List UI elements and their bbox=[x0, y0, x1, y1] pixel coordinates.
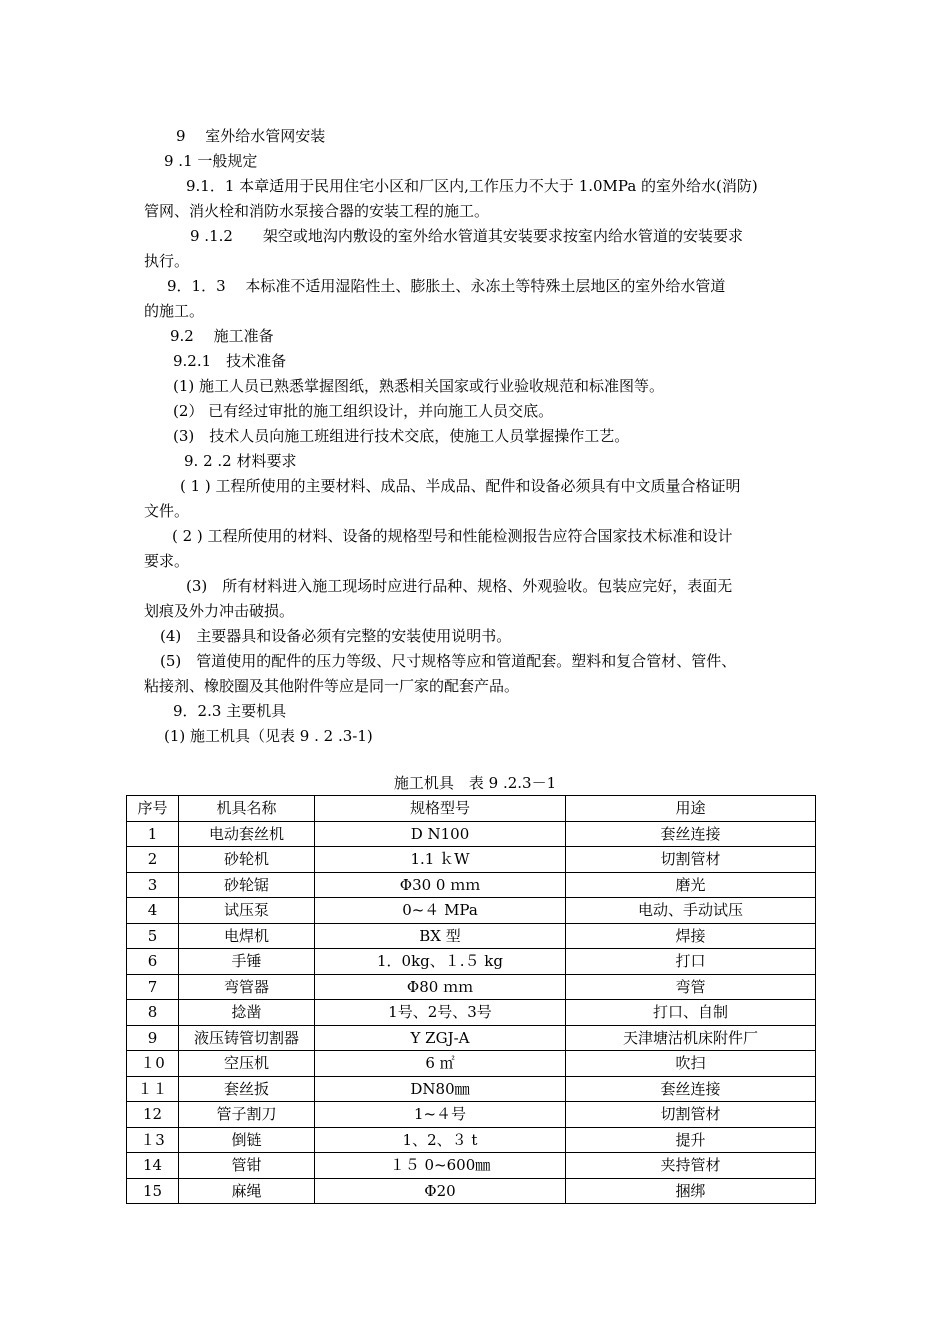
subsection-heading: 9. 2 .2 材料要求 bbox=[184, 452, 297, 470]
table-row bbox=[127, 949, 816, 975]
list-item: (3) 所有材料进入施工现场时应进行品种、规格、外观验收。包装应完好，表面无 bbox=[186, 577, 733, 595]
cell-index: 3 bbox=[127, 872, 179, 898]
cell-spec: 6 ㎡ bbox=[315, 1051, 566, 1077]
list-item: (5) 管道使用的配件的压力等级、尺寸规格等应和管道配套。塑料和复合管材、管件、 bbox=[160, 652, 737, 670]
cell-usage: 夹持管材 bbox=[566, 1153, 816, 1179]
cell-spec: 1.1 ｋW bbox=[315, 847, 566, 873]
list-item: ( 1 ) 工程所使用的主要材料、成品、半成品、配件和设备必须具有中文质量合格证明 bbox=[180, 477, 741, 495]
list-item: (1) 施工人员已熟悉掌握图纸，熟悉相关国家或行业验收规范和标准图等。 bbox=[173, 377, 665, 395]
subsection-heading: 9.2 施工准备 bbox=[170, 327, 274, 345]
cell-spec: 1号、2号、3号 bbox=[315, 1000, 566, 1026]
cell-usage: 套丝连接 bbox=[566, 821, 816, 847]
cell-spec: D N100 bbox=[315, 821, 566, 847]
cell-usage: 打口、自制 bbox=[566, 1000, 816, 1026]
cell-index: 5 bbox=[127, 923, 179, 949]
cell-usage: 磨光 bbox=[566, 872, 816, 898]
table-row bbox=[127, 1127, 816, 1153]
table-row bbox=[127, 872, 816, 898]
column-header-spec: 规格型号 bbox=[315, 796, 566, 822]
cell-index: 15 bbox=[127, 1178, 179, 1204]
cell-usage: 弯管 bbox=[566, 974, 816, 1000]
list-item: (3) 技术人员向施工班组进行技术交底，使施工人员掌握操作工艺。 bbox=[173, 427, 630, 445]
list-item: (2） 已有经过审批的施工组织设计，并向施工人员交底。 bbox=[173, 402, 554, 420]
cell-usage: 电动、手动试压 bbox=[566, 898, 816, 924]
cell-spec: 1、2、３ t bbox=[315, 1127, 566, 1153]
cell-name: 空压机 bbox=[179, 1051, 315, 1077]
paragraph-line: 文件。 bbox=[144, 502, 190, 520]
table-row bbox=[127, 1178, 816, 1204]
paragraph-line: 9 .1.2 架空或地沟内敷设的室外给水管道其安装要求按室内给水管道的安装要求 bbox=[190, 227, 743, 245]
cell-name: 液压铸管切割器 bbox=[179, 1025, 315, 1051]
cell-name: 套丝扳 bbox=[179, 1076, 315, 1102]
cell-index: 7 bbox=[127, 974, 179, 1000]
cell-spec: 0~４ MPa bbox=[315, 898, 566, 924]
cell-spec: BX 型 bbox=[315, 923, 566, 949]
table-row bbox=[127, 923, 816, 949]
cell-usage: 打口 bbox=[566, 949, 816, 975]
cell-spec: Φ80 ｍｍ bbox=[315, 974, 566, 1000]
cell-index: 2 bbox=[127, 847, 179, 873]
table-row bbox=[127, 1051, 816, 1077]
cell-index: 9 bbox=[127, 1025, 179, 1051]
column-header-name: 机具名称 bbox=[179, 796, 315, 822]
table-row bbox=[127, 1102, 816, 1128]
cell-name: 麻绳 bbox=[179, 1178, 315, 1204]
cell-index: 1 bbox=[127, 821, 179, 847]
cell-usage: 套丝连接 bbox=[566, 1076, 816, 1102]
table-row bbox=[127, 1076, 816, 1102]
cell-spec: Φ30 0 ｍｍ bbox=[315, 872, 566, 898]
paragraph-line: 要求。 bbox=[144, 552, 190, 570]
cell-index: １１ bbox=[127, 1076, 179, 1102]
cell-name: 倒链 bbox=[179, 1127, 315, 1153]
table-row bbox=[127, 1000, 816, 1026]
list-item: (4) 主要器具和设备必须有完整的安装使用说明书。 bbox=[160, 627, 512, 645]
cell-usage: 切割管材 bbox=[566, 847, 816, 873]
cell-spec: 1~４号 bbox=[315, 1102, 566, 1128]
column-header-usage: 用途 bbox=[566, 796, 816, 822]
cell-usage: 捆绑 bbox=[566, 1178, 816, 1204]
cell-name: 试压泵 bbox=[179, 898, 315, 924]
cell-usage: 焊接 bbox=[566, 923, 816, 949]
cell-name: 电动套丝机 bbox=[179, 821, 315, 847]
section-heading: 9 室外给水管网安装 bbox=[176, 127, 326, 145]
cell-name: 捻凿 bbox=[179, 1000, 315, 1026]
table-caption: 施工机具 表 9 .2.3－1 bbox=[393, 774, 557, 792]
paragraph-line: 管网、消火栓和消防水泵接合器的安装工程的施工。 bbox=[144, 202, 490, 220]
paragraph-line: 划痕及外力冲击破损。 bbox=[144, 602, 295, 620]
column-header-index: 序号 bbox=[127, 796, 179, 822]
table-row bbox=[127, 821, 816, 847]
cell-index: １0 bbox=[127, 1051, 179, 1077]
cell-name: 管钳 bbox=[179, 1153, 315, 1179]
cell-index: １3 bbox=[127, 1127, 179, 1153]
cell-name: 弯管器 bbox=[179, 974, 315, 1000]
cell-usage: 吹扫 bbox=[566, 1051, 816, 1077]
cell-spec: 1．0kg、１.５ kg bbox=[315, 949, 566, 975]
cell-usage: 天津塘沽机床附件厂 bbox=[566, 1025, 816, 1051]
paragraph-line: 执行。 bbox=[144, 252, 190, 270]
table-row bbox=[127, 898, 816, 924]
cell-spec: Y ZGJ-A bbox=[315, 1025, 566, 1051]
cell-spec: １５ 0~600㎜ bbox=[315, 1153, 566, 1179]
cell-name: 管子割刀 bbox=[179, 1102, 315, 1128]
cell-name: 手锤 bbox=[179, 949, 315, 975]
cell-usage: 提升 bbox=[566, 1127, 816, 1153]
cell-index: 6 bbox=[127, 949, 179, 975]
subsection-heading: 9．2.3 主要机具 bbox=[173, 702, 287, 720]
cell-index: 14 bbox=[127, 1153, 179, 1179]
table-header-row bbox=[127, 796, 816, 822]
cell-name: 砂轮锯 bbox=[179, 872, 315, 898]
cell-spec: DN80㎜ bbox=[315, 1076, 566, 1102]
cell-index: 12 bbox=[127, 1102, 179, 1128]
cell-name: 砂轮机 bbox=[179, 847, 315, 873]
table-row bbox=[127, 974, 816, 1000]
table-row bbox=[127, 847, 816, 873]
paragraph-line: 9．1．3 本标准不适用湿陷性土、膨胀土、永冻土等特殊土层地区的室外给水管道 bbox=[167, 277, 726, 295]
subsection-heading: 9.2.1 技术准备 bbox=[173, 352, 287, 370]
table-row bbox=[127, 1153, 816, 1179]
cell-name: 电焊机 bbox=[179, 923, 315, 949]
cell-usage: 切割管材 bbox=[566, 1102, 816, 1128]
subsection-heading: 9 .1 一般规定 bbox=[164, 152, 258, 170]
paragraph-line: 的施工。 bbox=[144, 302, 205, 320]
list-item: ( 2 ) 工程所使用的材料、设备的规格型号和性能检测报告应符合国家技术标准和设计 bbox=[172, 527, 733, 545]
paragraph-line: 粘接剂、橡胶圈及其他附件等应是同一厂家的配套产品。 bbox=[144, 677, 520, 695]
list-item: (1) 施工机具（见表 9 . 2 .3-1) bbox=[164, 727, 373, 745]
tools-table bbox=[126, 795, 816, 1204]
cell-index: 4 bbox=[127, 898, 179, 924]
cell-index: 8 bbox=[127, 1000, 179, 1026]
paragraph-line: 9.1．1 本章适用于民用住宅小区和厂区内,工作压力不大于 1.0MPa 的室外给水(消防) bbox=[186, 177, 758, 195]
cell-spec: Φ20 bbox=[315, 1178, 566, 1204]
table-row bbox=[127, 1025, 816, 1051]
